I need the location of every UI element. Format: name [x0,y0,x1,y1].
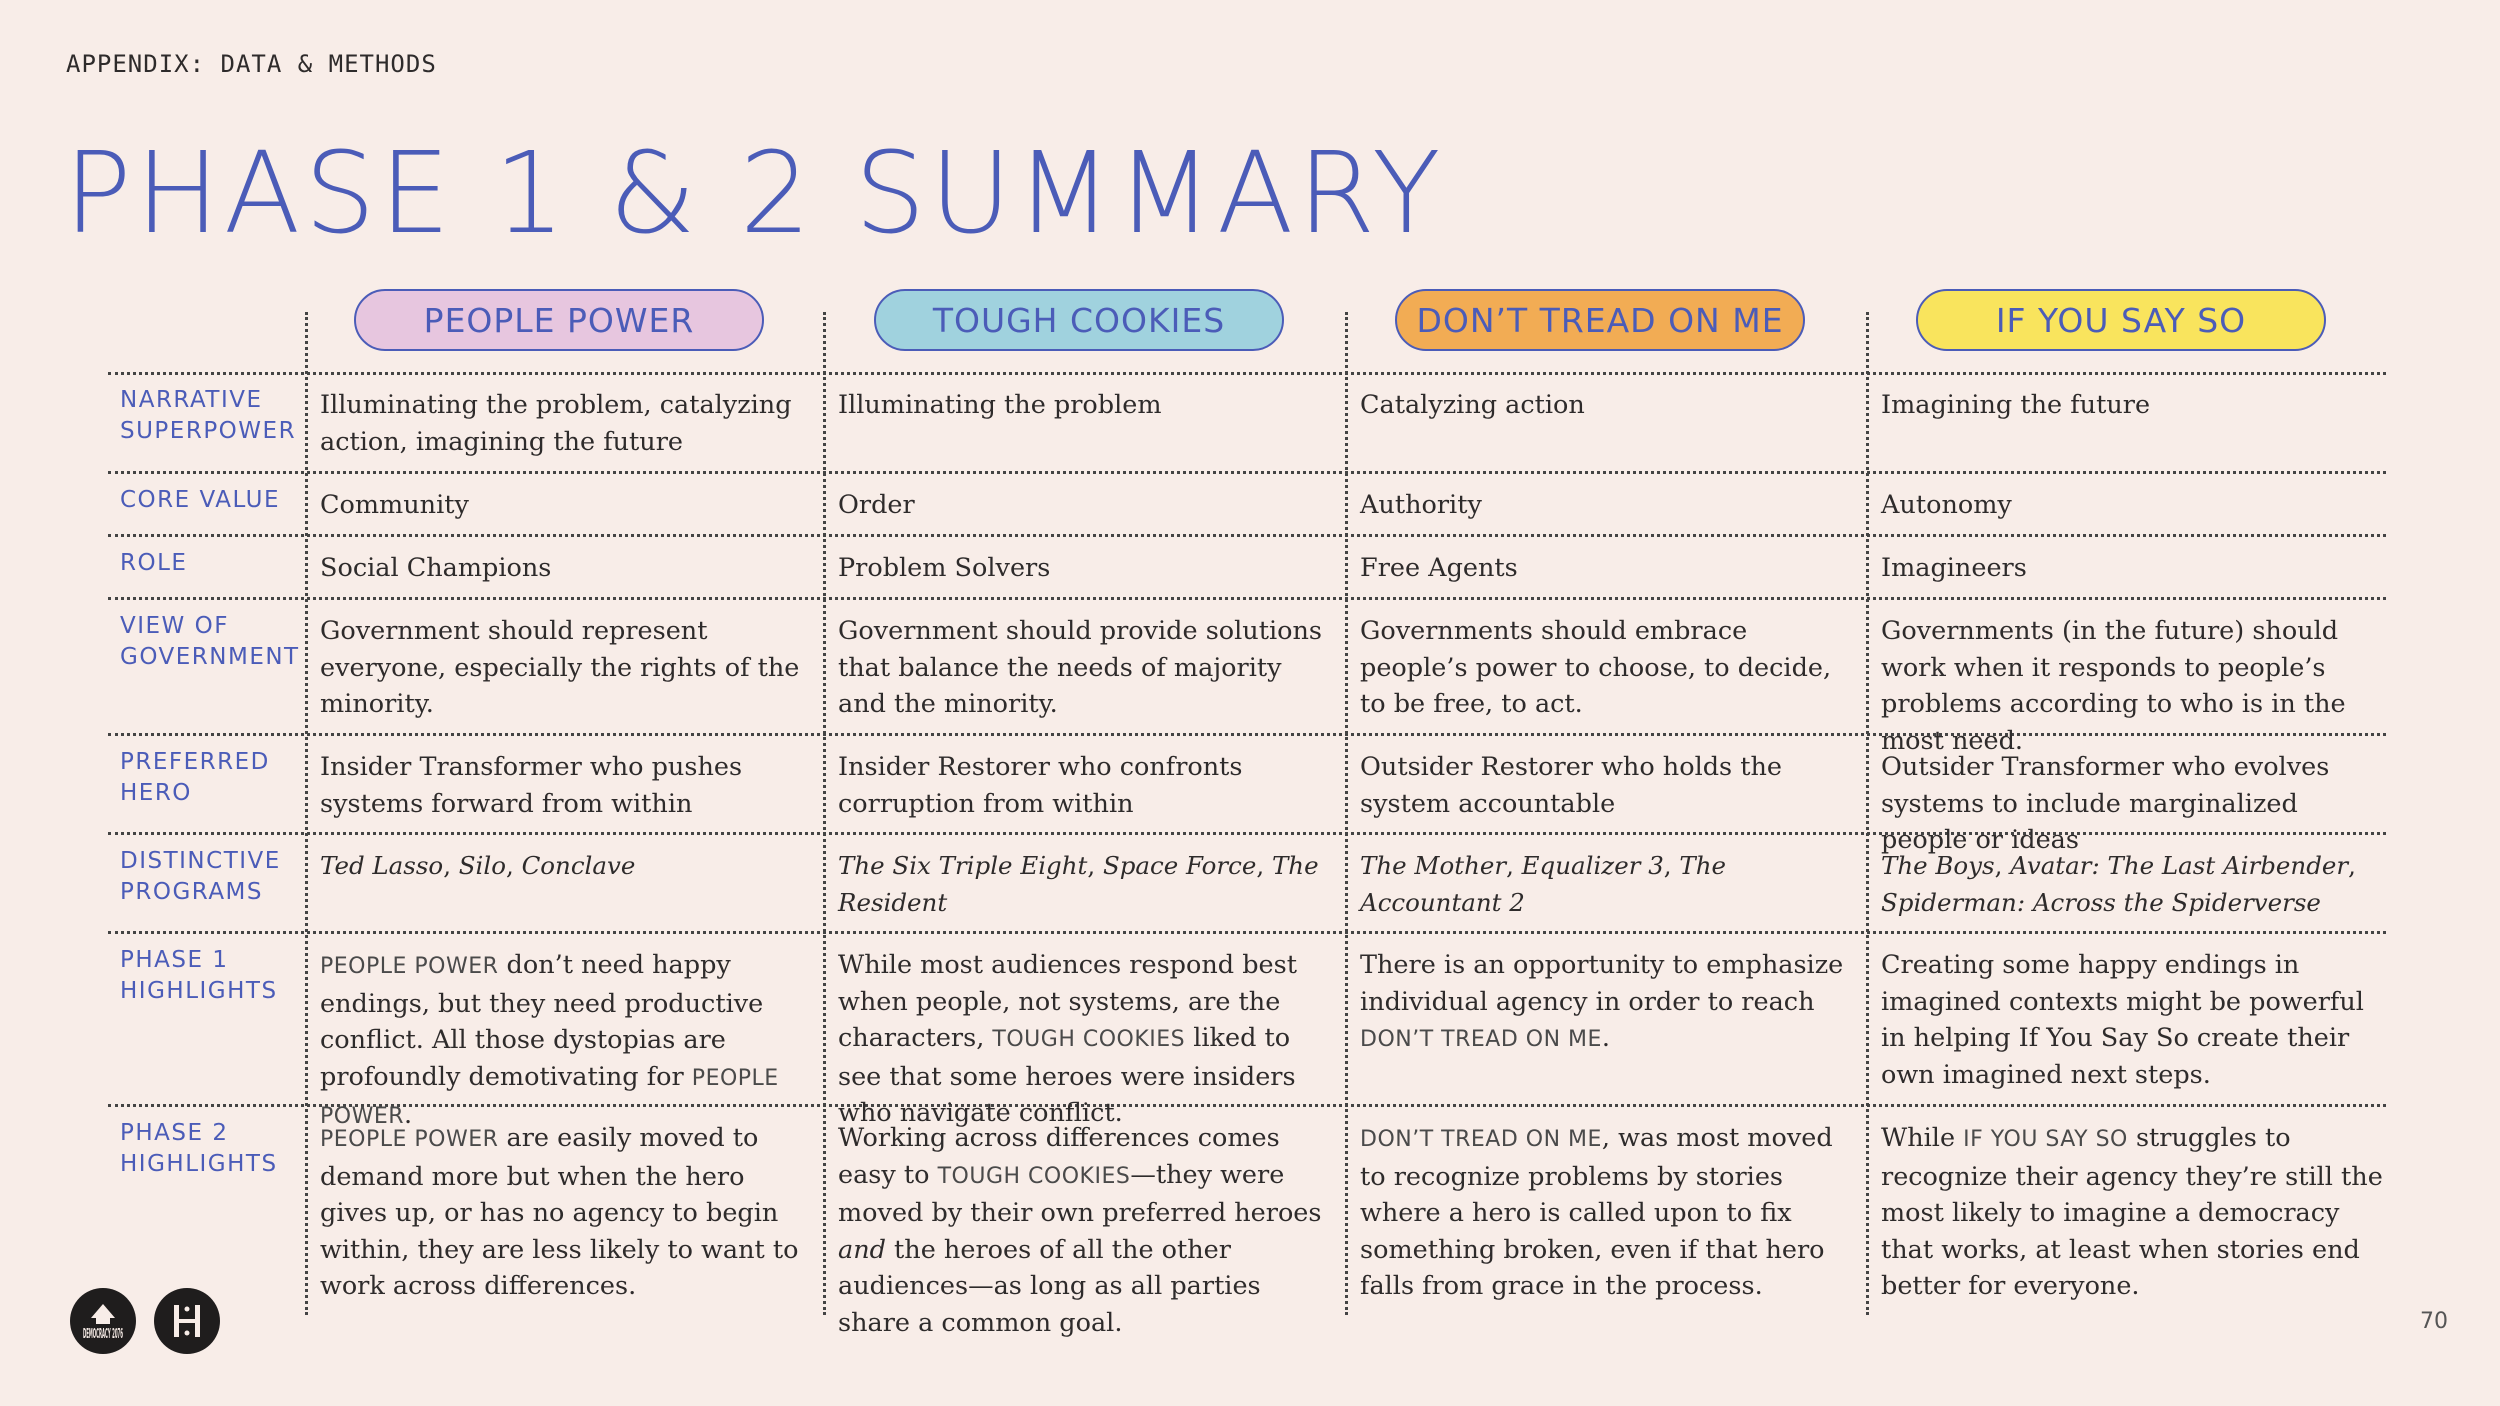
cell-core-value-if-you-say-so: Autonomy [1881,490,2012,520]
cell-hero-dont-tread-on-me: Outsider Restorer who holds the system accountable [1360,752,1782,819]
audience-name: TOUGH COOKIES [992,1027,1186,1052]
cell-hero-if-you-say-so: Outsider Transformer who evolves systems to include marginalized people or ideas [1881,752,2330,855]
row-divider [108,597,2386,600]
column-divider [1345,312,1348,1315]
cell-role-tough-cookies: Problem Solvers [838,553,1051,583]
cell-view-tough-cookies: Government should provide solutions that balance the needs of majority and the minority. [838,616,1322,719]
democracy-2076-logo [70,1288,136,1354]
cell-core-value-dont-tread-on-me: Authority [1360,490,1482,520]
audience-name: IF YOU SAY SO [1963,1127,2128,1152]
cell-role-if-you-say-so: Imagineers [1881,553,2027,583]
audience-name: DON’T TREAD ON ME [1360,1027,1602,1052]
separator: , [1087,851,1103,880]
separator: , [1506,851,1522,880]
text-segment: . [404,1100,413,1130]
column-divider [305,312,308,1315]
column-header-people-power: PEOPLE POWER [354,289,764,351]
page-title: PHASE 1 & 2 SUMMARY [64,129,1445,259]
text-segment: While most audiences respond best when people, not systems, are the characters, [838,950,1297,1053]
column-header-tough-cookies: TOUGH COOKIES [874,289,1284,351]
cell-phase2-people-power [320,1120,810,1305]
program-title: Conclave [521,851,636,880]
row-label-core-value: CORE VALUE [120,487,281,513]
program-title: Spiderman: Across the Spiderverse [1881,887,2321,917]
program-title: Silo [458,851,506,880]
cell-narrative-people-power: Illuminating the problem, catalyzing action, imagining the future [320,390,792,457]
text-segment: . [1601,1023,1611,1053]
separator: , [505,851,522,880]
cell-narrative-dont-tread-on-me: Catalyzing action [1360,390,1585,420]
text-segment: the heroes of all the other audiences—as long as all parties share a common goal. [838,1234,1261,1338]
text-segment: don’t need happy endings, but they need productive conflict. All those dystopias are profoundly demotivating for [320,950,764,1092]
row-label-phase-2-highlights: PHASE 2 HIGHLIGHTS [120,1120,278,1177]
cell-phase2-dont-tread-on-me [1360,1120,1855,1305]
row-label-view-of-government: VIEW OF GOVERNMENT [120,613,300,670]
text-segment: —they were moved by their own preferred heroes [838,1159,1322,1228]
audience-name: PEOPLE POWER [320,1127,499,1152]
cell-programs-if-you-say-so [1881,848,2386,921]
row-label-role: ROLE [120,550,188,576]
text-segment: liked to see that some heroes were insiders who navigate conflict. [838,1023,1296,1128]
section-eyebrow: APPENDIX: DATA & METHODS [66,50,437,78]
cell-narrative-tough-cookies: Illuminating the problem [838,390,1162,420]
cell-programs-people-power [320,848,810,885]
cell-core-value-tough-cookies: Order [838,490,915,520]
column-header-dont-tread-on-me: DON’T TREAD ON ME [1395,289,1805,351]
cell-hero-people-power: Insider Transformer who pushes systems forward from within [320,752,743,819]
row-label-preferred-hero: PREFERRED HERO [120,749,270,806]
text-segment: While [1881,1123,1964,1153]
cell-phase1-people-power [320,947,810,1136]
cell-view-if-you-say-so: Governments (in the future) should work when it responds to people’s problems according to who is in the most need. [1881,616,2346,756]
democracy-2076-logo-graphic [70,1288,136,1354]
cell-phase1-if-you-say-so [1881,947,2386,1093]
column-divider [823,312,826,1315]
cell-core-value-people-power: Community [320,490,469,520]
emphasis: and [838,1234,886,1265]
cell-role-dont-tread-on-me: Free Agents [1360,553,1518,583]
program-title: Ted Lasso [320,851,444,880]
program-title: Equalizer 3 [1521,851,1664,880]
program-title: The Boys [1881,851,1995,880]
cell-view-dont-tread-on-me: Governments should embrace people’s power to choose, to decide, to be free, to act. [1360,616,1832,719]
separator: , [1994,851,2011,880]
separator: , [2348,851,2356,880]
program-title: The Resident [838,851,1319,917]
row-label-distinctive-programs: DISTINCTIVE PROGRAMS [120,848,281,905]
row-divider [108,534,2386,537]
program-title: The Mother [1360,851,1507,880]
text-segment: struggles to recognize their agency they’re still the most likely to imagine a democracy that works, at least when stories end better for everyone. [1881,1123,2383,1301]
audience-name: DON’T TREAD ON ME [1360,1127,1602,1152]
program-title: Space Force [1102,851,1257,880]
column-divider [1866,312,1869,1315]
cell-phase2-tough-cookies [838,1120,1333,1341]
row-label-narrative-superpower: NARRATIVE SUPERPOWER [120,387,297,444]
cell-phase1-tough-cookies [838,947,1333,1132]
text-segment: Working across differences comes easy to [838,1123,1280,1190]
row-label-phase-1-highlights: PHASE 1 HIGHLIGHTS [120,947,278,1004]
logo-text: DEMOCRACY 2076 [83,1327,123,1342]
separator: , [443,851,459,880]
h-monogram-icon [154,1288,220,1354]
separator: , [1256,851,1272,880]
page-number: 70 [2420,1309,2448,1334]
separator: , [1663,851,1680,880]
text-segment: are easily moved to demand more but when the hero gives up, or has no agency to begin within, they are less likely to want to work across differences. [320,1123,799,1301]
program-title: The Six Triple Eight [838,851,1088,880]
cell-phase1-dont-tread-on-me [1360,947,1855,1059]
cell-programs-tough-cookies [838,848,1333,921]
audience-name: PEOPLE POWER [320,1065,779,1129]
cell-view-people-power: Government should represent everyone, especially the rights of the minority. [320,616,800,719]
h-monogram-graphic [154,1288,220,1354]
cell-hero-tough-cookies: Insider Restorer who confronts corruption from within [838,752,1243,819]
cell-role-people-power: Social Champions [320,553,552,583]
row-divider [108,471,2386,474]
audience-name: TOUGH COOKIES [937,1163,1131,1189]
program-title: The Accountant 2 [1360,851,1726,917]
text-segment: , was most moved to recognize problems by stories where a hero is called upon to fix something broken, even if that hero falls from grace in the process. [1360,1123,1833,1301]
audience-name: PEOPLE POWER [320,954,499,979]
row-divider [108,372,2386,375]
text-segment: Creating some happy endings in imagined contexts might be powerful in helping If You Say So create their own imagined next steps. [1881,950,2364,1090]
cell-phase2-if-you-say-so [1881,1120,2386,1305]
program-title: Avatar: The Last Airbender [2010,851,2349,880]
text-segment: There is an opportunity to emphasize individual agency in order to reach [1360,950,1844,1017]
row-divider [108,931,2386,934]
cell-programs-dont-tread-on-me [1360,848,1855,921]
cell-narrative-if-you-say-so: Imagining the future [1881,390,2151,420]
column-header-if-you-say-so: IF YOU SAY SO [1916,289,2326,351]
